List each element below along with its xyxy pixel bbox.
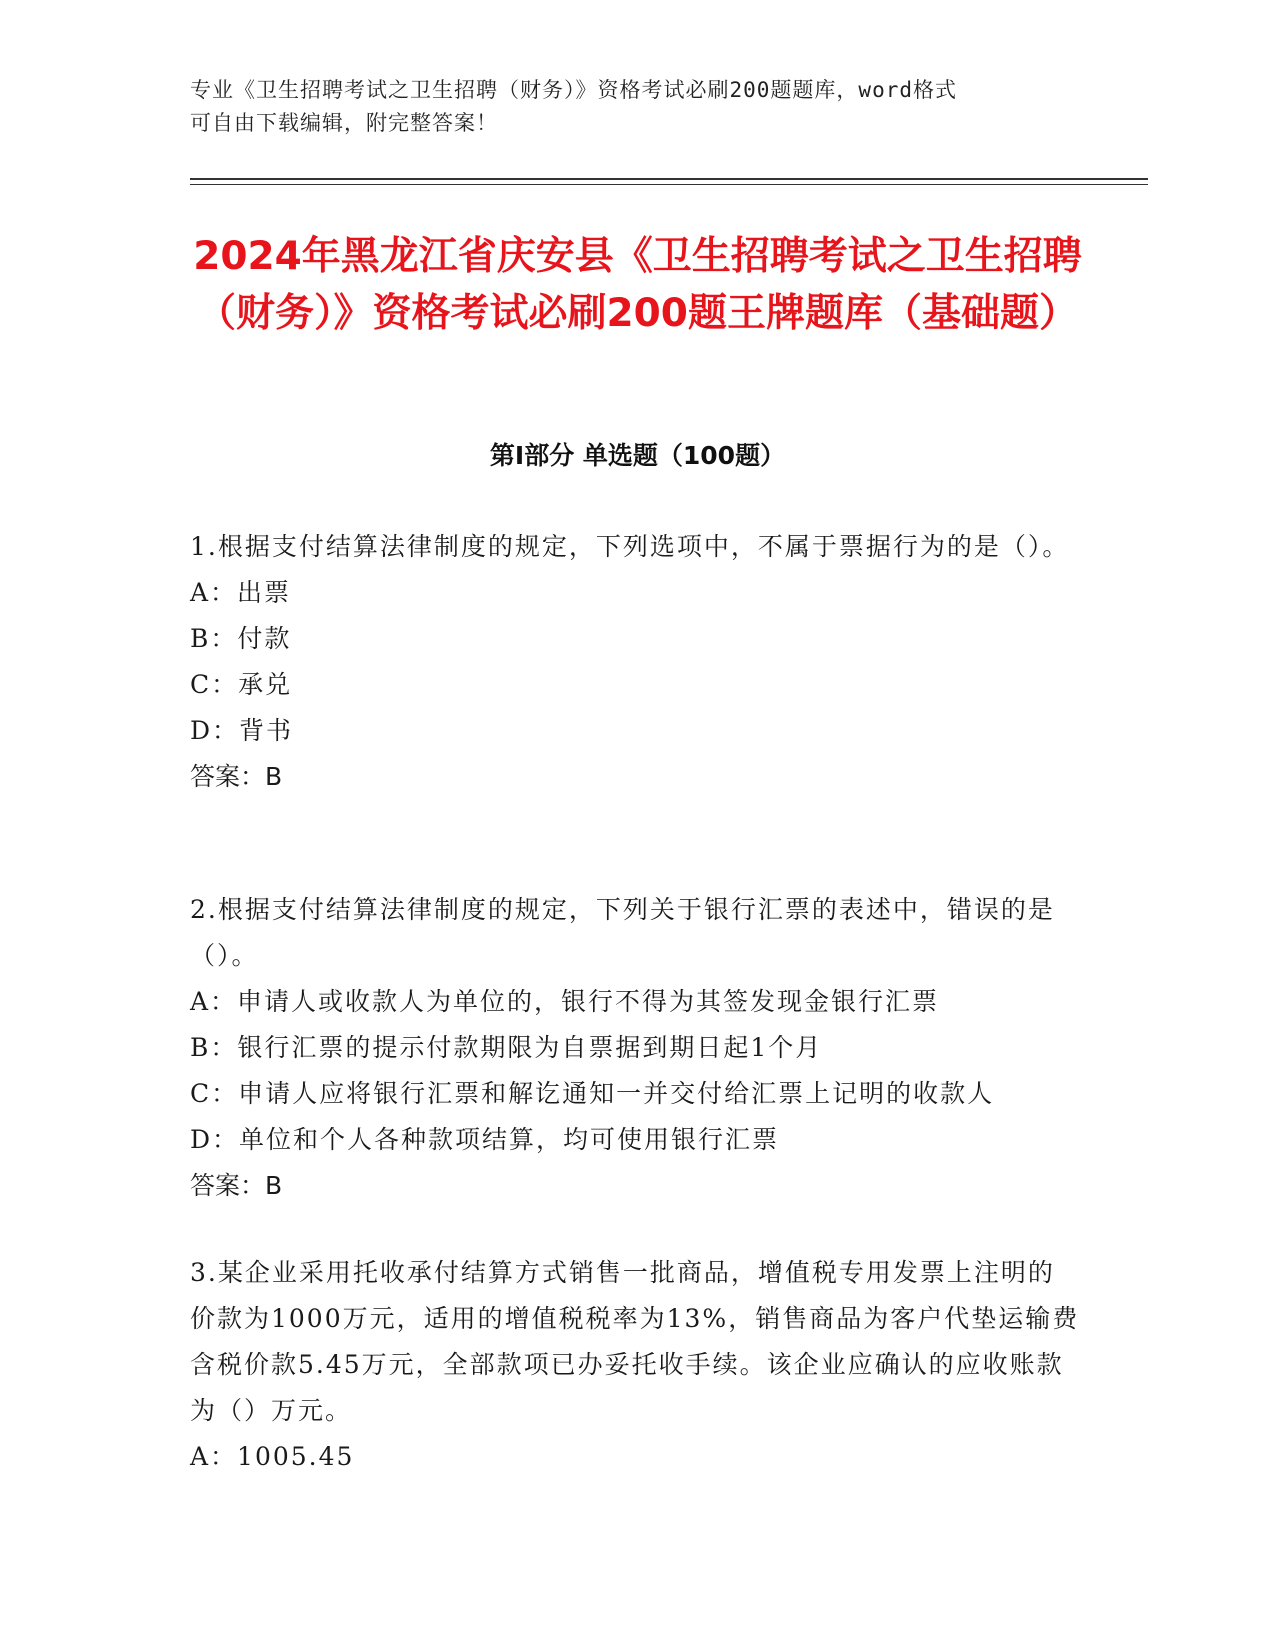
question-option-d: D：背书 (190, 716, 294, 745)
question-option-d: D：单位和个人各种款项结算，均可使用银行汇票 (190, 1125, 780, 1154)
question-stem: 1.根据支付结算法律制度的规定，下列选项中，不属于票据行为的是（）。 (190, 532, 1070, 561)
question-option-a: A：申请人或收款人为单位的，银行不得为其签发现金银行汇票 (190, 987, 940, 1016)
section-title: 第Ⅰ部分 单选题（100题） (489, 441, 786, 470)
header-divider-thick (190, 178, 1148, 180)
question-item (190, 524, 1080, 800)
question-option-a: A：1005.45 (190, 1442, 355, 1471)
question-stem: 3.某企业采用托收承付结算方式销售一批商品，增值税专用发票上注明的价款为1000万元，适用的增值税税率为13%，销售商品为客户代垫运输费含税价款5.45万元，全部款项已办妥托收手续。该企业应确认的应收账款为（）万元。 (190, 1258, 1080, 1425)
header-note (190, 74, 1070, 140)
question-option-b: B：付款 (190, 624, 292, 653)
question-option-c: C：申请人应将银行汇票和解讫通知一并交付给汇票上记明的收款人 (190, 1079, 995, 1108)
question-item (190, 1250, 1080, 1480)
question-option-a: A：出票 (190, 578, 292, 607)
header-divider-thin (190, 184, 1148, 185)
question-answer: 答案：B (190, 762, 283, 791)
question-answer: 答案：B (190, 1171, 283, 1200)
header-note-line-1: 专业《卫生招聘考试之卫生招聘（财务）》资格考试必刷200题题库，word格式 (190, 78, 957, 102)
header-note-line-2: 可自由下载编辑，附完整答案！ (190, 111, 498, 135)
question-option-c: C：承兑 (190, 670, 293, 699)
question-option-b: B：银行汇票的提示付款期限为自票据到期日起1个月 (190, 1033, 823, 1062)
document-title: 2024年黑龙江省庆安县《卫生招聘考试之卫生招聘（财务）》资格考试必刷200题王牌题库（基础题） (193, 234, 1082, 336)
question-stem: 2.根据支付结算法律制度的规定，下列关于银行汇票的表述中，错误的是（）。 (190, 895, 1055, 970)
question-item (190, 887, 1080, 1209)
